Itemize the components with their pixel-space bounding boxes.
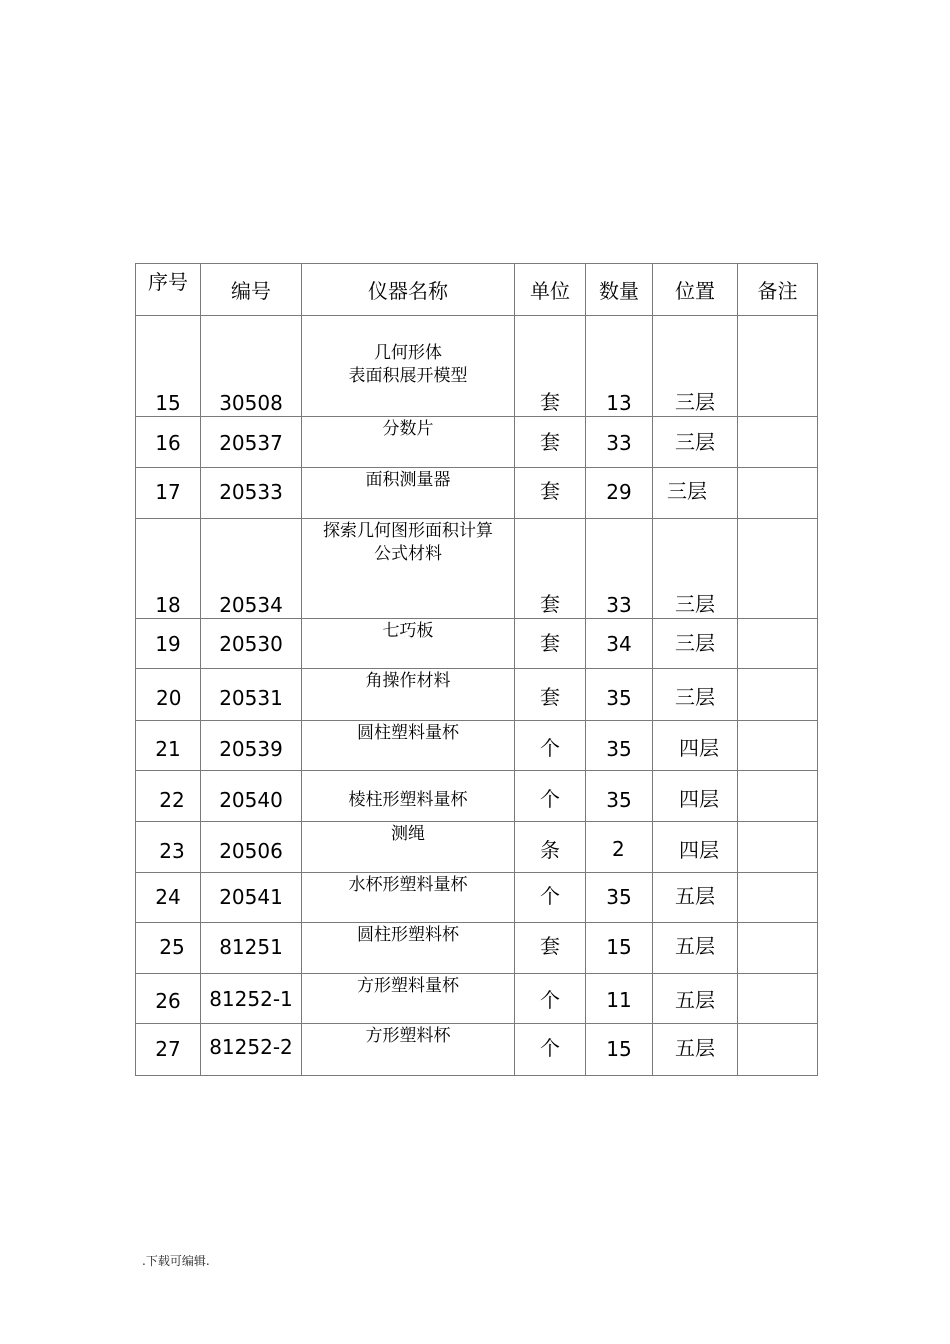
- cell-seq: 21: [136, 721, 201, 771]
- name-line: 公式材料: [374, 544, 442, 564]
- header-note: 备注: [738, 264, 818, 316]
- cell-code: 20541: [201, 873, 302, 923]
- cell-code: 81252-1: [201, 974, 302, 1024]
- cell-qty: 11: [586, 974, 653, 1024]
- cell-note: [738, 669, 818, 721]
- table-row: [136, 974, 818, 1024]
- table-row: [136, 1024, 818, 1076]
- instrument-table: [135, 263, 818, 1076]
- cell-code: 20533: [201, 468, 302, 519]
- cell-note: [738, 519, 818, 619]
- table-row: [136, 468, 818, 519]
- cell-name: [302, 923, 515, 974]
- cell-seq: 15: [136, 316, 201, 417]
- cell-name: [302, 1024, 515, 1076]
- cell-name: [302, 519, 515, 619]
- cell-qty: 29: [586, 468, 653, 519]
- cell-name: [302, 873, 515, 923]
- table-row: [136, 619, 818, 669]
- cell-name: [302, 974, 515, 1024]
- cell-name: [302, 316, 515, 417]
- cell-location: 三层: [653, 619, 738, 669]
- cell-location: 四层: [653, 721, 738, 771]
- cell-seq: 20: [136, 669, 201, 721]
- cell-note: [738, 1024, 818, 1076]
- name-line: 七巧板: [382, 621, 434, 641]
- cell-note: [738, 822, 818, 873]
- cell-note: [738, 468, 818, 519]
- cell-qty: 2: [586, 822, 653, 873]
- cell-seq: 17: [136, 468, 201, 519]
- header-row: [136, 264, 818, 316]
- table-row: [136, 873, 818, 923]
- name-line: 水杯形塑料量杯: [348, 875, 468, 895]
- cell-note: [738, 771, 818, 822]
- cell-name: [302, 619, 515, 669]
- cell-note: [738, 417, 818, 468]
- table-row: [136, 771, 818, 822]
- cell-code: 20530: [201, 619, 302, 669]
- cell-code: 20506: [201, 822, 302, 873]
- table-row: [136, 721, 818, 771]
- cell-location: 三层: [653, 519, 738, 619]
- name-line: 几何形体: [374, 343, 442, 363]
- cell-code: 20540: [201, 771, 302, 822]
- cell-location: 五层: [653, 873, 738, 923]
- cell-code: 20531: [201, 669, 302, 721]
- cell-seq: 22: [136, 771, 201, 822]
- footer-note: .下载可编辑.: [142, 1254, 210, 1268]
- name-line: 测绳: [391, 824, 425, 844]
- name-line: 方形塑料量杯: [357, 976, 459, 996]
- cell-seq: 18: [136, 519, 201, 619]
- cell-unit: 套: [515, 619, 586, 669]
- cell-unit: 个: [515, 771, 586, 822]
- cell-code: 20539: [201, 721, 302, 771]
- cell-note: [738, 619, 818, 669]
- cell-qty: 35: [586, 721, 653, 771]
- cell-seq: 27: [136, 1024, 201, 1076]
- name-line: 棱柱形塑料量杯: [348, 789, 468, 810]
- table-row: [136, 316, 818, 417]
- name-line: 分数片: [382, 419, 434, 439]
- cell-unit: 个: [515, 974, 586, 1024]
- cell-code: 30508: [201, 316, 302, 417]
- cell-code: 20534: [201, 519, 302, 619]
- cell-location: 三层: [653, 669, 738, 721]
- cell-qty: 15: [586, 1024, 653, 1076]
- cell-qty: 35: [586, 873, 653, 923]
- cell-seq: 19: [136, 619, 201, 669]
- cell-unit: 条: [515, 822, 586, 873]
- table-row: [136, 923, 818, 974]
- name-line: 角操作材料: [365, 671, 451, 691]
- cell-qty: 34: [586, 619, 653, 669]
- cell-unit: 套: [515, 417, 586, 468]
- cell-unit: 套: [515, 468, 586, 519]
- cell-location: 五层: [653, 1024, 738, 1076]
- table-row: [136, 822, 818, 873]
- cell-note: [738, 873, 818, 923]
- cell-location: 五层: [653, 923, 738, 974]
- cell-code: 81252-2: [201, 1024, 302, 1076]
- name-line: 方形塑料杯: [365, 1026, 451, 1046]
- cell-unit: 个: [515, 873, 586, 923]
- cell-name: [302, 721, 515, 771]
- cell-seq: 24: [136, 873, 201, 923]
- cell-unit: 套: [515, 519, 586, 619]
- cell-qty: 33: [586, 417, 653, 468]
- cell-seq: 26: [136, 974, 201, 1024]
- cell-qty: 33: [586, 519, 653, 619]
- cell-location: 四层: [653, 822, 738, 873]
- header-location: 位置: [653, 264, 738, 316]
- cell-qty: 35: [586, 669, 653, 721]
- name-line: 圆柱形塑料杯: [357, 925, 459, 945]
- table-row: [136, 519, 818, 619]
- cell-qty: 13: [586, 316, 653, 417]
- cell-location: 五层: [653, 974, 738, 1024]
- cell-name: [302, 771, 515, 822]
- cell-unit: 个: [515, 721, 586, 771]
- header-seq: 序号: [136, 264, 201, 316]
- cell-location: 三层: [653, 316, 738, 417]
- header-name: 仪器名称: [302, 264, 515, 316]
- name-line: 圆柱塑料量杯: [357, 723, 459, 743]
- cell-code: 81251: [201, 923, 302, 974]
- cell-name: [302, 669, 515, 721]
- cell-location: 三层: [653, 468, 738, 519]
- table-row: [136, 669, 818, 721]
- cell-name: [302, 417, 515, 468]
- cell-unit: 套: [515, 923, 586, 974]
- cell-qty: 15: [586, 923, 653, 974]
- cell-note: [738, 923, 818, 974]
- cell-note: [738, 974, 818, 1024]
- name-line: 面积测量器: [365, 470, 451, 490]
- cell-note: [738, 721, 818, 771]
- cell-name: [302, 468, 515, 519]
- table-row: [136, 417, 818, 468]
- cell-qty: 35: [586, 771, 653, 822]
- cell-location: 三层: [653, 417, 738, 468]
- cell-unit: 个: [515, 1024, 586, 1076]
- cell-unit: 套: [515, 316, 586, 417]
- cell-seq: 23: [136, 822, 201, 873]
- cell-seq: 16: [136, 417, 201, 468]
- header-unit: 单位: [515, 264, 586, 316]
- header-qty: 数量: [586, 264, 653, 316]
- cell-name: [302, 822, 515, 873]
- cell-unit: 套: [515, 669, 586, 721]
- name-line: 探索几何图形面积计算: [323, 521, 493, 541]
- header-code: 编号: [201, 264, 302, 316]
- name-line: 表面积展开模型: [348, 366, 468, 386]
- cell-seq: 25: [136, 923, 201, 974]
- cell-location: 四层: [653, 771, 738, 822]
- cell-note: [738, 316, 818, 417]
- cell-code: 20537: [201, 417, 302, 468]
